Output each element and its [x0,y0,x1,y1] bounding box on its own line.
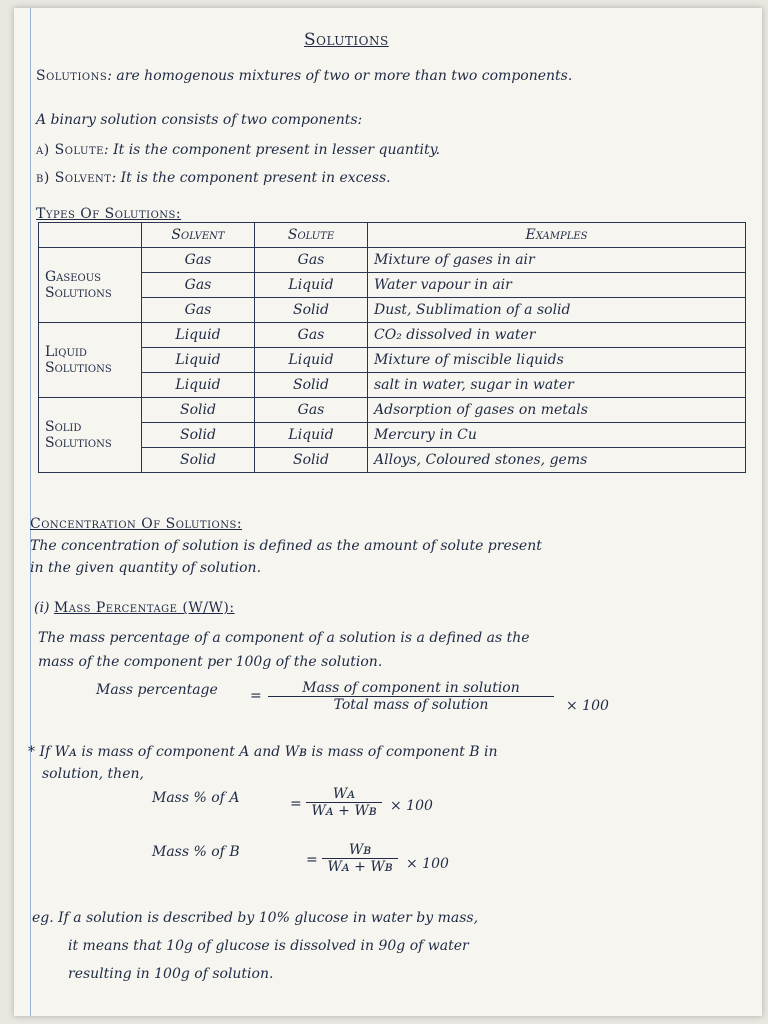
example-line: resulting in 100g of solution. [68,966,274,982]
definition-line [36,68,572,84]
mass-a-label: Mass % of A [152,790,240,806]
solvent-cell: Solid [142,448,255,473]
solute-cell: Gas [255,248,368,273]
table-header-cell: Solute [255,223,368,248]
definition-label: Solutions [36,68,108,84]
group-name: Solutions [45,285,112,301]
mass-b-denominator: Wᴀ + Wʙ [327,859,393,875]
notebook-page [14,8,762,1016]
margin-line [30,8,31,1016]
page-title: Solutions [304,30,389,50]
table-header-cell: Examples [368,223,746,248]
formula-equals: = [250,688,262,704]
example-cell: Mercury in Cu [368,423,746,448]
solvent-cell: Solid [142,423,255,448]
table-row [39,448,746,473]
table-row [39,373,746,398]
table-header-row [39,223,746,248]
heading-number: (i) [34,600,50,616]
mass-percentage-line: The mass percentage of a component of a solution is a defined as the [38,630,530,646]
solute-cell: Solid [255,373,368,398]
table-row [39,423,746,448]
table-row [39,398,746,423]
heading-text: Mass Percentage (W/W): [53,600,235,616]
mass-b-numerator: Wʙ [322,842,398,859]
example-cell: Mixture of miscible liquids [368,348,746,373]
solute-cell: Solid [255,298,368,323]
formula-denominator: Total mass of solution [333,697,489,713]
formula-fraction [268,680,554,713]
solvent-cell: Solid [142,398,255,423]
group-name: Solid [45,419,82,435]
example-cell: Adsorption of gases on metals [368,398,746,423]
table-header-cell [39,223,142,248]
solute-text: : It is the component present in lesser quantity. [103,142,441,158]
mass-a-numerator: Wᴀ [306,786,382,803]
binary-solution-line: A binary solution consists of two components: [36,112,363,128]
solute-cell: Liquid [255,348,368,373]
example-cell: Dust, Sublimation of a solid [368,298,746,323]
mass-a-denominator: Wᴀ + Wʙ [311,803,377,819]
mass-b-multiplier: × 100 [406,856,449,872]
definition-text: : are homogenous mixtures of two or more than two components. [107,68,573,84]
note-line: * If Wᴀ is mass of component A and Wʙ is mass of component B in [28,744,498,760]
solvent-text: : It is the component present in excess. [111,170,391,186]
formula-multiplier: × 100 [566,698,609,714]
group-name: Solutions [45,360,112,376]
mass-percentage-line: mass of the component per 100g of the solution. [38,654,383,670]
mass-a-equals: = [290,796,302,812]
types-heading: Types Of Solutions: [36,206,182,222]
example-cell: salt in water, sugar in water [368,373,746,398]
table-row [39,248,746,273]
group-name-cell [39,398,142,473]
note-line: solution, then, [42,766,144,782]
group-name: Gaseous [45,269,102,285]
group-name: Liquid [45,344,87,360]
table-row [39,323,746,348]
solute-label: a) Solute [36,142,104,158]
example-cell: Mixture of gases in air [368,248,746,273]
solvent-cell: Liquid [142,348,255,373]
solvent-label: b) Solvent [36,170,112,186]
example-line: it means that 10g of glucose is dissolved in 90g of water [68,938,469,954]
solvent-cell: Gas [142,248,255,273]
solute-cell: Solid [255,448,368,473]
types-of-solutions-table [38,222,746,473]
table-row [39,273,746,298]
solvent-line [36,170,391,186]
group-name: Solutions [45,435,112,451]
mass-a-multiplier: × 100 [390,798,433,814]
solute-cell: Gas [255,323,368,348]
concentration-heading: Concentration Of Solutions: [30,516,243,532]
solute-cell: Liquid [255,423,368,448]
mass-percentage-heading [34,600,235,616]
table-row [39,348,746,373]
concentration-line: The concentration of solution is defined as the amount of solute present [30,538,542,554]
solvent-cell: Liquid [142,373,255,398]
table-row [39,298,746,323]
mass-b-equals: = [306,852,318,868]
example-cell: Water vapour in air [368,273,746,298]
solute-line [36,142,440,158]
solvent-cell: Gas [142,273,255,298]
mass-b-label: Mass % of B [152,844,240,860]
mass-b-fraction [322,842,398,875]
example-cell: Alloys, Coloured stones, gems [368,448,746,473]
solvent-cell: Gas [142,298,255,323]
mass-a-fraction [306,786,382,819]
concentration-line: in the given quantity of solution. [30,560,262,576]
solvent-cell: Liquid [142,323,255,348]
example-cell: CO₂ dissolved in water [368,323,746,348]
formula-label: Mass percentage [96,682,218,698]
group-name-cell [39,248,142,323]
table-header-cell: Solvent [142,223,255,248]
example-line: eg. If a solution is described by 10% glucose in water by mass, [32,910,479,926]
group-name-cell [39,323,142,398]
solute-cell: Liquid [255,273,368,298]
solute-cell: Gas [255,398,368,423]
formula-numerator: Mass of component in solution [268,680,554,697]
